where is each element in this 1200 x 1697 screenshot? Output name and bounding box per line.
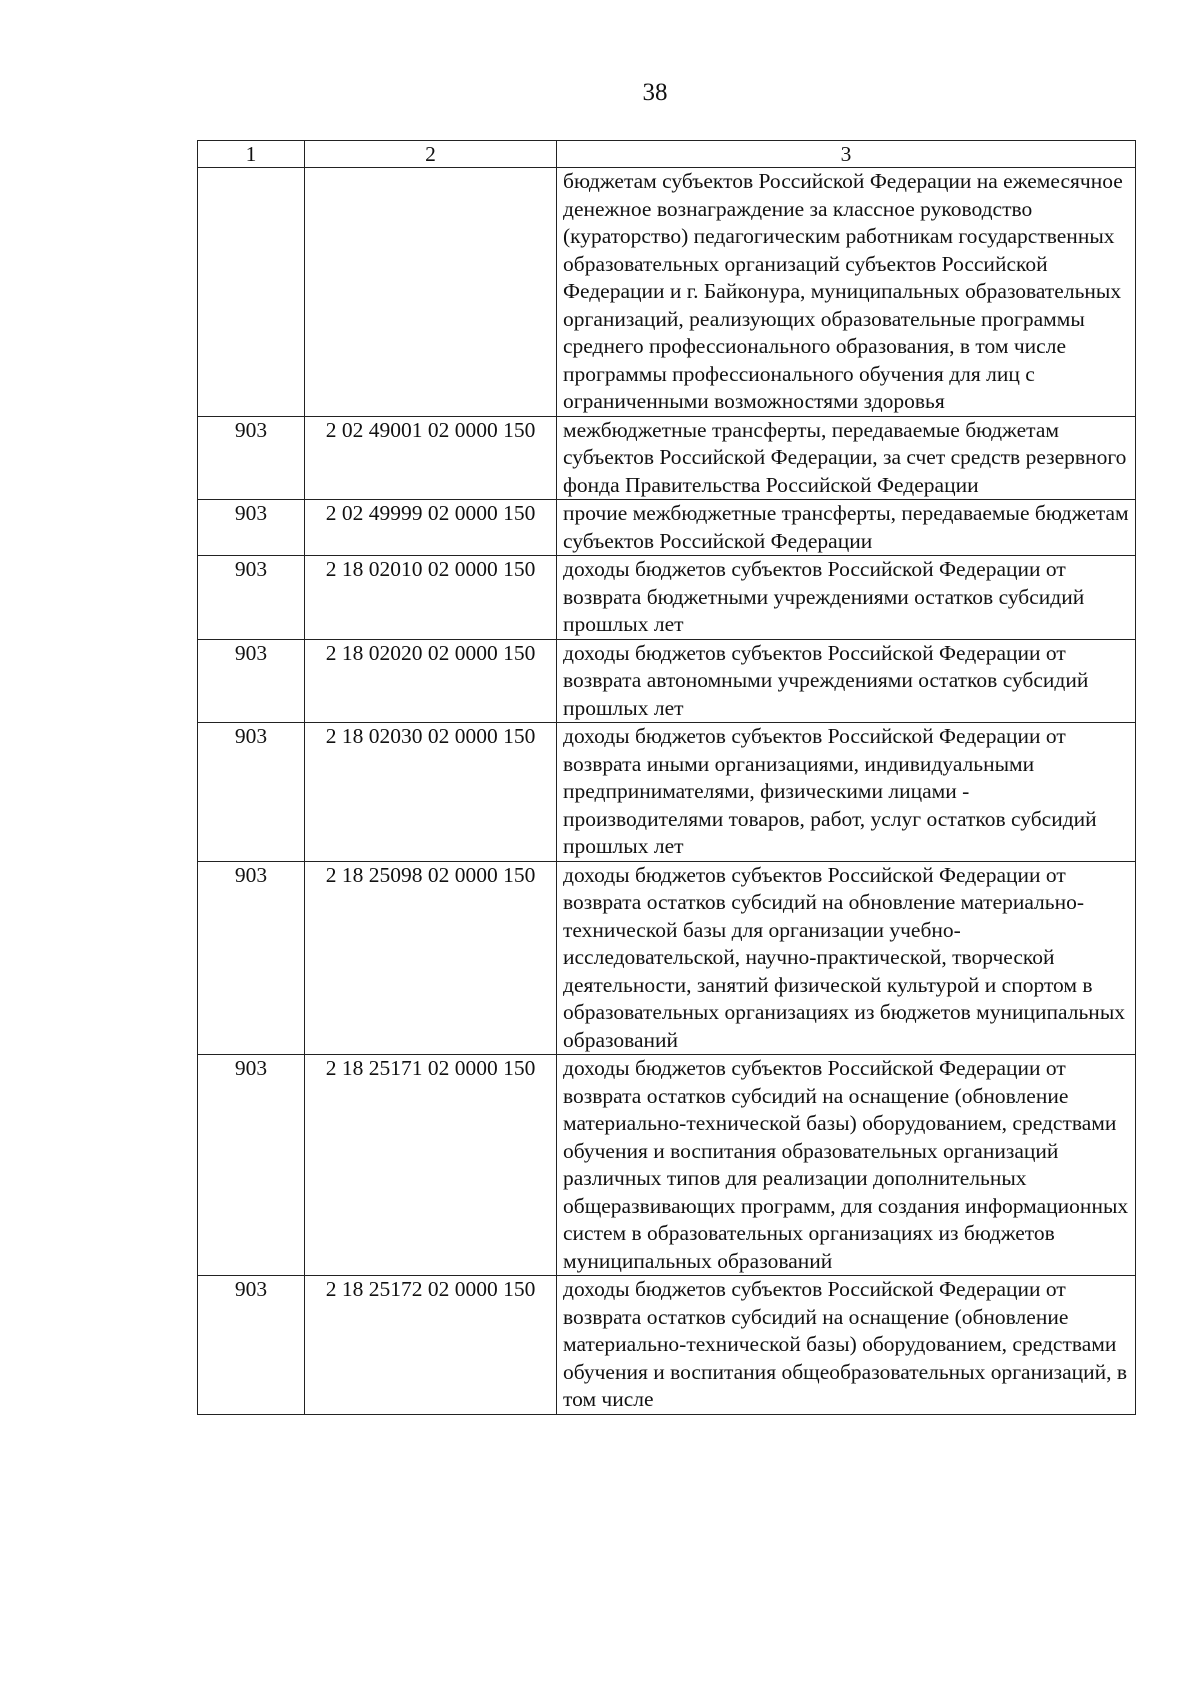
table-row [198,168,1136,417]
table-row [198,1055,1136,1276]
budget-code-cell: 2 18 02020 02 0000 150 [305,639,557,723]
budget-revenue-table [197,140,1136,1415]
table-row [198,556,1136,640]
admin-code-cell: 903 [198,861,305,1055]
column-header-code: 2 [305,141,557,168]
admin-code-cell: 903 [198,500,305,556]
description-cell: доходы бюджетов субъектов Российской Федерации от возврата автономными учреждениями остатков субсидий прошлых лет [557,639,1136,723]
table-header-row [198,141,1136,168]
admin-code-cell: 903 [198,723,305,862]
table-row [198,639,1136,723]
table-row [198,416,1136,500]
admin-code-cell: 903 [198,1055,305,1276]
admin-code-cell: 903 [198,639,305,723]
column-header-description: 3 [557,141,1136,168]
budget-code-cell: 2 02 49999 02 0000 150 [305,500,557,556]
description-cell: доходы бюджетов субъектов Российской Федерации от возврата остатков субсидий на оснащение (обновление материально-технической базы) оборудованием, средствами обучения и воспитания образовательных организаций различных типов для реализации дополнительных общеразвивающих программ, для создания информационных систем в образовательных организациях из бюджетов муниципальных образований [557,1055,1136,1276]
table-row [198,1276,1136,1415]
description-cell: бюджетам субъектов Российской Федерации на ежемесячное денежное вознаграждение за классное руководство (кураторство) педагогическим работникам государственных образовательных организаций субъектов Российской Федерации и г. Байконура, муниципальных образовательных организаций, реализующих образовательные программы среднего профессионального образования, в том числе программы профессионального обучения для лиц с ограниченными возможностями здоровья [557,168,1136,417]
admin-code-cell: 903 [198,1276,305,1415]
description-cell: прочие межбюджетные трансферты, передаваемые бюджетам субъектов Российской Федерации [557,500,1136,556]
admin-code-cell [198,168,305,417]
budget-code-cell: 2 02 49001 02 0000 150 [305,416,557,500]
description-cell: доходы бюджетов субъектов Российской Федерации от возврата остатков субсидий на обновление материально-технической базы для организации учебно-исследовательской, научно-практической, творческой деятельности, занятий физической культурой и спортом в образовательных организациях из бюджетов муниципальных образований [557,861,1136,1055]
description-cell: межбюджетные трансферты, передаваемые бюджетам субъектов Российской Федерации, за счет средств резервного фонда Правительства Российской Федерации [557,416,1136,500]
budget-code-cell: 2 18 02030 02 0000 150 [305,723,557,862]
description-cell: доходы бюджетов субъектов Российской Федерации от возврата бюджетными учреждениями остатков субсидий прошлых лет [557,556,1136,640]
table-row [198,861,1136,1055]
admin-code-cell: 903 [198,556,305,640]
admin-code-cell: 903 [198,416,305,500]
budget-code-cell: 2 18 25171 02 0000 150 [305,1055,557,1276]
budget-code-cell: 2 18 25098 02 0000 150 [305,861,557,1055]
table-row [198,500,1136,556]
budget-code-cell [305,168,557,417]
table-row [198,723,1136,862]
budget-code-cell: 2 18 25172 02 0000 150 [305,1276,557,1415]
page-number: 38 [642,79,668,106]
budget-code-cell: 2 18 02010 02 0000 150 [305,556,557,640]
description-cell: доходы бюджетов субъектов Российской Федерации от возврата остатков субсидий на оснащение (обновление материально-технической базы) оборудованием, средствами обучения и воспитания общеобразовательных организаций, в том числе [557,1276,1136,1415]
description-cell: доходы бюджетов субъектов Российской Федерации от возврата иными организациями, индивидуальными предпринимателями, физическими лицами - производителями товаров, работ, услуг остатков субсидий прошлых лет [557,723,1136,862]
column-header-admin: 1 [198,141,305,168]
